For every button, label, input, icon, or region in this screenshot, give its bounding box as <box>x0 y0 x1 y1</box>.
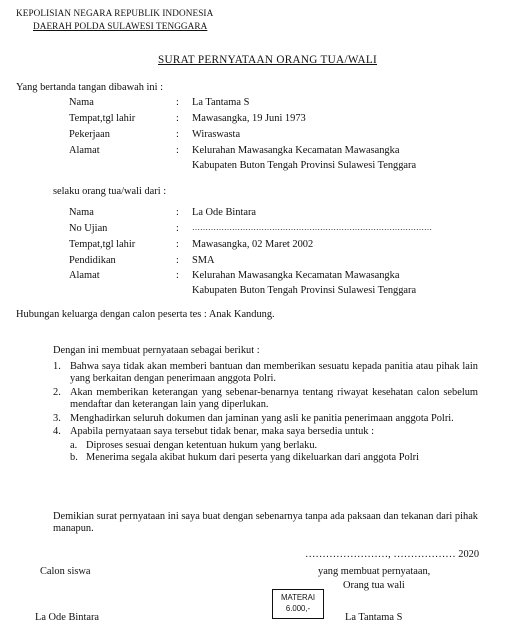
parent-job-label: Pekerjaan <box>69 129 110 140</box>
guardian-label: Orang tua wali <box>343 580 405 591</box>
intro-text: Yang bertanda tangan dibawah ini : <box>16 82 163 93</box>
colon: : <box>176 223 179 234</box>
item-text: Akan memberikan keterangan yang sebenar-benarnya tentang riwayat kesehatan calon sebelum mendaftar dan keterangan lain yang diperlukan. <box>70 386 478 411</box>
relationship-text: Hubungan keluarga dengan calon peserta tes : Anak Kandung. <box>16 309 275 320</box>
sub-item-letter: a. <box>70 439 78 451</box>
parent-birth-label: Tempat,tgl lahir <box>69 113 136 124</box>
parent-name-label: Nama <box>69 97 94 108</box>
colon: : <box>176 270 179 281</box>
item-number: 4. <box>53 426 61 438</box>
guardian-of-text: selaku orang tua/wali dari : <box>53 186 167 197</box>
signature-date: ……………………, ……………… 2020 <box>305 549 480 560</box>
candidate-label: Calon siswa <box>40 566 91 577</box>
colon: : <box>176 113 179 124</box>
child-exam-label: No Ujian <box>69 223 108 234</box>
statement-intro: Dengan ini membuat pernyataan sebagai berikut : <box>53 345 260 356</box>
letterhead-line-1: KEPOLISIAN NEGARA REPUBLIK INDONESIA <box>16 8 214 18</box>
item-number: 2. <box>53 386 61 398</box>
item-number: 3. <box>53 412 61 424</box>
colon: : <box>176 207 179 218</box>
revenue-stamp-box <box>272 589 324 619</box>
item-number: 1. <box>53 361 61 372</box>
sub-item-text: Menerima segala akibat hukum dari peserta yang dikeluarkan dari anggota Polri <box>86 452 419 464</box>
colon: : <box>176 255 179 266</box>
declarant-label: yang membuat pernyataan, <box>318 566 431 577</box>
closing-paragraph: Demikian surat pernyataan ini saya buat dengan sebenarnya tanpa ada paksaan dan tekanan dari pihak manapun. <box>53 511 478 535</box>
candidate-name: La Ode Bintara <box>35 612 100 623</box>
child-name-label: Nama <box>69 207 94 218</box>
list-item <box>53 413 478 425</box>
child-birth: Mawasangka, 02 Maret 2002 <box>192 239 314 250</box>
child-name: La Ode Bintara <box>192 207 257 218</box>
list-item <box>53 426 478 438</box>
parent-address-label: Alamat <box>69 145 100 156</box>
parent-address-line-2: Kabupaten Buton Tengah Provinsi Sulawesi Tenggara <box>192 160 417 171</box>
parent-name: La Tantama S <box>192 97 250 108</box>
colon: : <box>176 129 179 140</box>
sub-item-letter: b. <box>70 452 78 464</box>
parent-address-line-1: Kelurahan Mawasangka Kecamatan Mawasangka <box>192 145 400 156</box>
parent-birth: Mawasangka, 19 Juni 1973 <box>192 113 306 124</box>
item-text: Apabila pernyataan saya tersebut tidak benar, maka saya bersedia untuk : <box>70 426 374 438</box>
child-birth-label: Tempat,tgl lahir <box>69 239 136 250</box>
sub-list-item <box>70 440 478 452</box>
colon: : <box>176 239 179 250</box>
stamp-label: MATERAI <box>280 593 316 602</box>
child-address-line-1: Kelurahan Mawasangka Kecamatan Mawasangka <box>192 270 400 281</box>
child-address-label: Alamat <box>69 270 100 281</box>
sub-item-text: Diproses sesuai dengan ketentuan hukum yang berlaku. <box>86 439 318 451</box>
list-item <box>53 387 478 412</box>
colon: : <box>176 145 179 156</box>
list-item <box>53 361 478 386</box>
parent-job: Wiraswasta <box>192 129 241 140</box>
statement-list <box>53 361 478 465</box>
item-text: Menghadirkan seluruh dokumen dan jaminan yang asli ke panitia penerimaan anggota Polri. <box>70 412 454 424</box>
document-title: SURAT PERNYATAAN ORANG TUA/WALI <box>158 54 378 66</box>
stamp-value: 6.000,- <box>285 603 311 613</box>
child-education: SMA <box>192 255 215 266</box>
child-exam-number: ……………………………………………………………………………… <box>192 223 432 232</box>
child-address-line-2: Kabupaten Buton Tengah Provinsi Sulawesi Tenggara <box>192 285 417 296</box>
letterhead-line-2: DAERAH POLDA SULAWESI TENGGARA <box>33 21 208 31</box>
sub-list-item <box>70 452 478 464</box>
item-text: Bahwa saya tidak akan memberi bantuan dan memberikan sesuatu kepada panitia atau pihak lain yang berkaitan dengan penerimaan anggota Polri. <box>70 361 478 385</box>
colon: : <box>176 97 179 108</box>
guardian-name: La Tantama S <box>345 612 403 623</box>
child-education-label: Pendidikan <box>69 255 116 266</box>
